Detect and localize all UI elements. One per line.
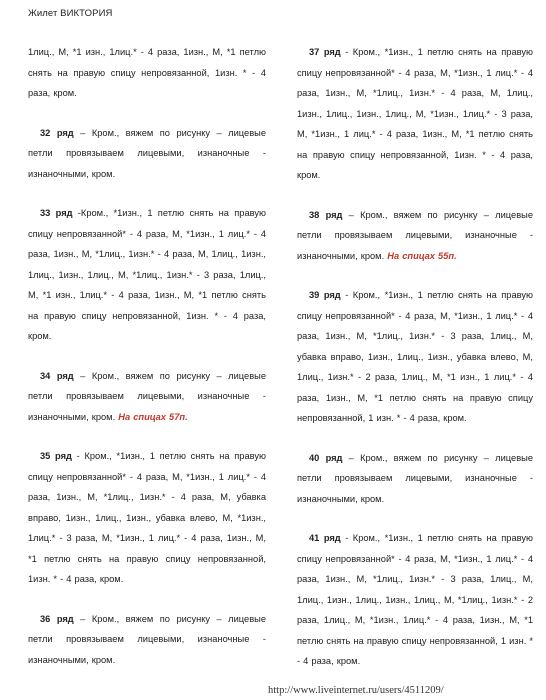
row-instruction bbox=[297, 448, 533, 510]
row-number: 38 ряд bbox=[309, 209, 343, 220]
left-column bbox=[28, 42, 266, 689]
row-number: 34 ряд bbox=[40, 370, 74, 381]
row-instruction bbox=[28, 446, 266, 590]
page-title: Жилет ВИКТОРИЯ bbox=[28, 8, 113, 19]
row-number: 33 ряд bbox=[40, 208, 73, 218]
right-column bbox=[297, 42, 533, 691]
row-text: – Кром., вяжем по рисунку – лицевые петли провязываем лицевыми, изнаночные - изнаночными, кром. bbox=[297, 452, 533, 504]
row-number: 40 ряд bbox=[309, 452, 343, 463]
row-number: 39 ряд bbox=[309, 290, 341, 300]
row-instruction bbox=[28, 42, 266, 104]
row-instruction bbox=[297, 205, 533, 267]
row-instruction bbox=[28, 123, 266, 185]
row-text: – Кром., вяжем по рисунку – лицевые петли провязываем лицевыми, изнаночные - изнаночными, кром. bbox=[28, 370, 266, 422]
row-text: – Кром., вяжем по рисунку – лицевые петли провязываем лицевыми, изнаночные - изнаночными, кром. bbox=[28, 127, 266, 179]
row-text: - Кром., *1изн., 1 петлю снять на правую спицу непровязанной* - 4 раза, М, *1изн., 1 лиц.* - 4 раза, 1изн., М, *1лиц., 1изн.* - 4 раза, М, 1лиц., 1изн., 1лиц., 1изн., 1лиц., М, *1изн., 1лиц.* - 3 раза, М, *1изн., 1 лиц.* - 4 раза, 1изн., М, *1 петлю снять на правую спицу непровязанной, 1изн. * - 4 раза, кром. bbox=[297, 47, 534, 180]
row-text: - Кром., *1изн., 1 петлю снять на правую спицу непровязанной* - 4 раза, М, *1изн., 1 лиц.* - 4 раза, 1изн., М, *1лиц., 1изн.* - 3 раза, 1лиц., М, 1лиц., 1изн., 1лиц., 1изн., 1лиц., М, *1лиц., 1изн.* - 2 раза, 1лиц., М, *1изн., 1лиц.* - 4 раза, 1изн., М, *1 петлю снять на правую спицу непровязанной, 1 изн. * - 4 раза, кром. bbox=[297, 533, 534, 666]
row-text: – Кром., вяжем по рисунку – лицевые петли провязываем лицевыми, изнаночные - изнаночными, кром. bbox=[297, 209, 533, 261]
stitch-count-note: На спицах 57п. bbox=[118, 411, 188, 422]
stitch-count-note: На спицах 55п. bbox=[387, 250, 457, 261]
row-instruction bbox=[297, 285, 533, 429]
row-text: -Кром., *1изн., 1 петлю снять на правую спицу непровязанной* - 4 раза, М, *1изн., 1 лиц.* - 4 раза, 1изн., М, *1лиц., 1изн.* - 4 раза, М, 1лиц., 1изн., 1лиц., 1изн., 1лиц., М, *1лиц., 1изн.* - 3 раза, 1лиц., М, *1 изн., 1лиц.* - 4 раза, 1изн., М, *1 петлю снять на правую спицу непровязанной, 1изн. * - 4 раза, кром. bbox=[28, 208, 266, 341]
row-text: - Кром., *1изн., 1 петлю снять на правую спицу непровязанной* - 4 раза, М, *1изн., 1 лиц.* - 4 раза, 1изн., М, *1лиц., 1изн.* - 3 раза, 1лиц., М, убавка вправо, 1изн., 1лиц., 1изн., убавка влево, М, 1лиц., 1изн.* - 2 раза, 1лиц., М, *1 изн., 1 лиц.* - 4 раза, 1изн., М, *1 петлю снять на правую спицу непровязанной, 1 изн. * - 4 раза, кром. bbox=[297, 290, 534, 423]
row-number: 35 ряд bbox=[40, 451, 72, 461]
row-number: 32 ряд bbox=[40, 127, 74, 138]
source-watermark: http://www.liveinternet.ru/users/4511209/ bbox=[268, 685, 444, 696]
row-number: 36 ряд bbox=[40, 613, 74, 624]
row-instruction bbox=[297, 42, 533, 186]
row-text: 1лиц., М, *1 изн., 1лиц.* - 4 раза, 1изн., М, *1 петлю снять на правую спицу непровязанной, 1изн. * - 4 раза, кром. bbox=[28, 47, 266, 98]
row-text: – Кром., вяжем по рисунку – лицевые петли провязываем лицевыми, изнаночные - изнаночными, кром. bbox=[28, 613, 266, 665]
row-number: 41 ряд bbox=[309, 533, 341, 543]
row-instruction bbox=[28, 203, 266, 347]
row-instruction bbox=[28, 366, 266, 428]
row-text: - Кром., *1изн., 1 петлю снять на правую спицу непровязанной* - 4 раза, М, *1изн., 1 лиц.* - 4 раза, 1изн., М, *1лиц., 1изн.* - 4 раза, М, убавка вправо, 1изн., 1лиц., 1изн., убавка влево, М, *1изн., 1лиц.* - 3 раза, М, *1изн., 1 лиц.* - 4 раза, 1изн., М, *1 петлю снять на правую спицу непровязанной, 1изн. * - 4 раза, кром. bbox=[28, 451, 266, 584]
row-number: 37 ряд bbox=[309, 47, 341, 57]
row-instruction bbox=[28, 609, 266, 671]
row-instruction bbox=[297, 528, 533, 672]
